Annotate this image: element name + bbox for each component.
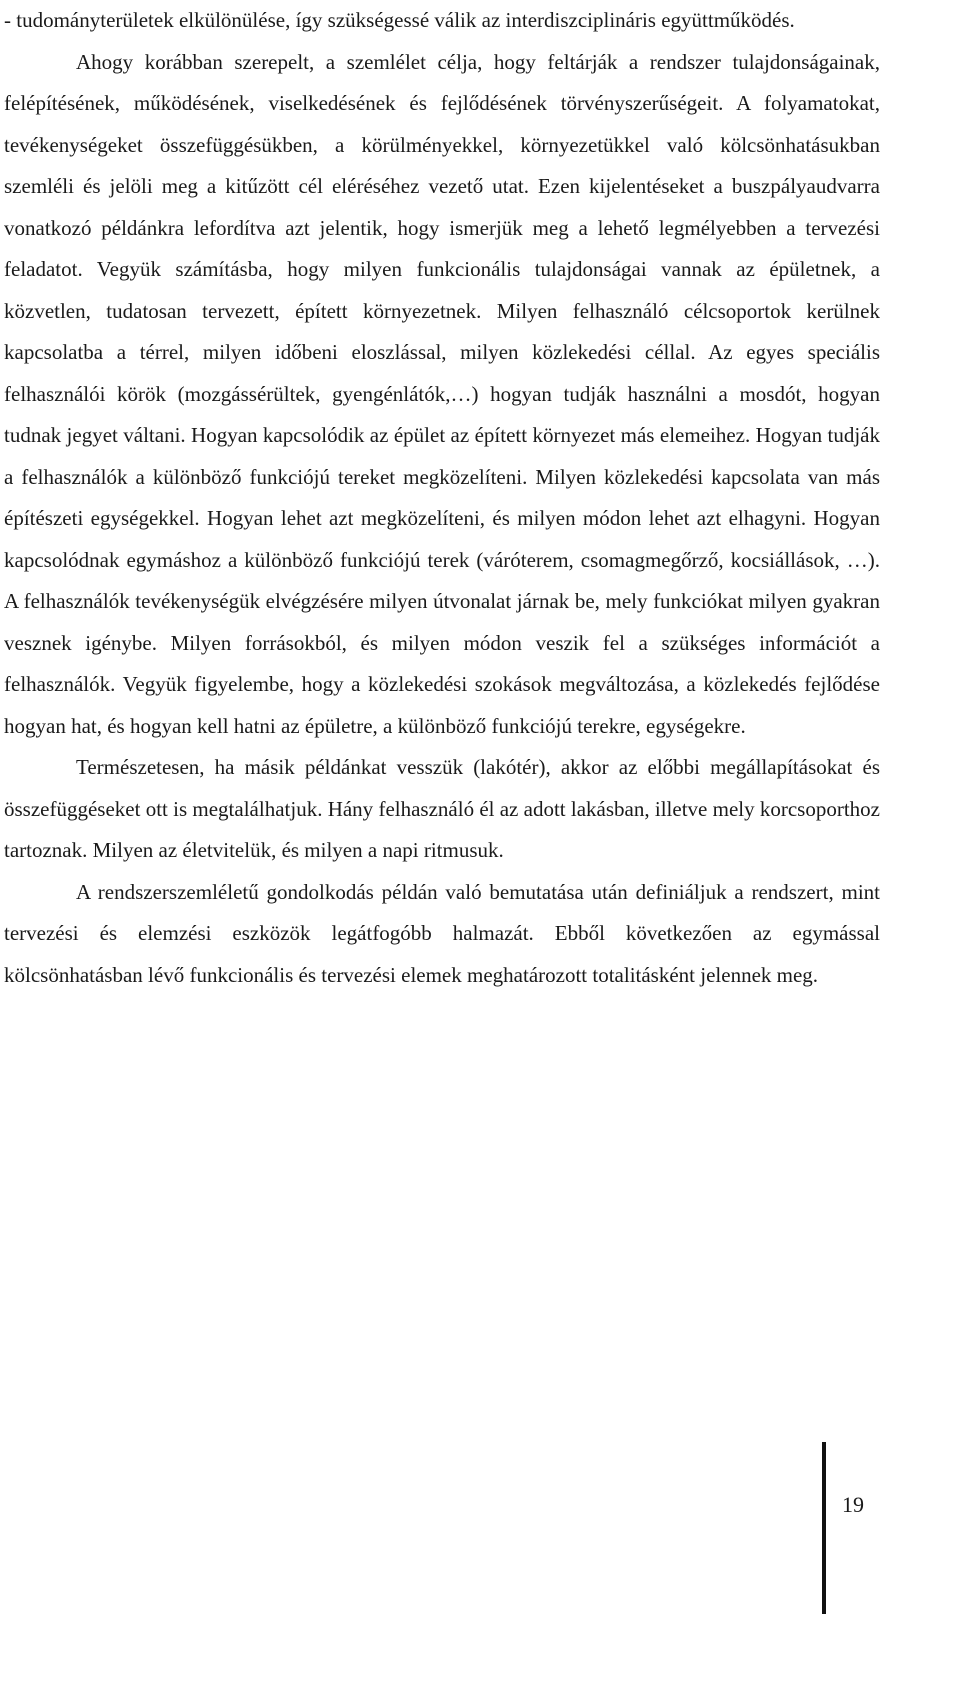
paragraph-continuation: - tudományterületek elkülönülése, így szükségessé válik az interdiszciplináris együttműködés.	[4, 8, 795, 32]
paragraph-system-view: Ahogy korábban szerepelt, a szemlélet célja, hogy feltárják a rendszer tulajdonságainak, felépítésének, működésének, viselkedésének és fejlődésének törvényszerűségeit. A folyamatokat, tevékenységeket összefüggésükben, a körülményekkel, környezetükkel való kölcsönhatásukban szemléli és jelöli meg a kitűzött cél eléréséhez vezető utat. Ezen kijelentéseket a buszpályaudvarra vonatkozó példánkra lefordítva azt jelentik, hogy ismerjük meg a lehető legmélyebben a tervezési feladatot. Vegyük számításba, hogy milyen funkcionális tulajdonságai vannak az épületnek, a közvetlen, tudatosan tervezett, épített környezetnek. Milyen felhasználó célcsoportok kerülnek kapcsolatba a térrel, milyen időbeni eloszlással, milyen közlekedési céllal. Az egyes speciális felhasználói körök (mozgássérültek, gyengénlátók,…) hogyan tudják használni a mosdót, hogyan tudnak jegyet váltani. Hogyan kapcsolódik az épület az épített környezet más elemeihez. Hogyan tudják a felhasználók a különböző funkciójú tereket megközelíteni. Milyen közlekedési kapcsolata van más építészeti egységekkel. Hogyan lehet azt megközelíteni, és milyen módon lehet azt elhagyni. Hogyan kapcsolódnak egymáshoz a különböző funkciójú terek (váróterem, csomagmegőrző, kocsiállások, …). A felhasználók tevékenységük elvégzésére milyen útvonalat járnak be, mely funkciókat milyen gyakran vesznek igénybe. Milyen forrásokból, és milyen módon veszik fel a szükséges információt a felhasználók. Vegyük figyelembe, hogy a közlekedési szokások megváltozása, a közlekedés fejlődése hogyan hat, és hogyan kell hatni az épületre, a különböző funkciójú terekre, egységekre.	[4, 49, 880, 738]
page-number-rule	[822, 1442, 826, 1614]
page-number: 19	[842, 1492, 864, 1517]
page-number-block	[822, 1442, 902, 1614]
body-text	[4, 0, 880, 996]
paragraph-living-space: Természetesen, ha másik példánkat vesszük (lakótér), akkor az előbbi megállapításokat és összefüggéseket ott is megtalálhatjuk. Hány felhasználó él az adott lakásban, illetve mely korcsoporthoz tartoznak. Milyen az életvitelük, és milyen a napi ritmusuk.	[4, 755, 880, 862]
paragraph-definition: A rendszerszemléletű gondolkodás példán való bemutatása után definiáljuk a rendszert, mint tervezési és elemzési eszközök legátfogóbb halmazát. Ebből következően az egymással kölcsönhatásban lévő funkcionális és tervezési elemek meghatározott totalitásként jelennek meg.	[4, 879, 880, 987]
